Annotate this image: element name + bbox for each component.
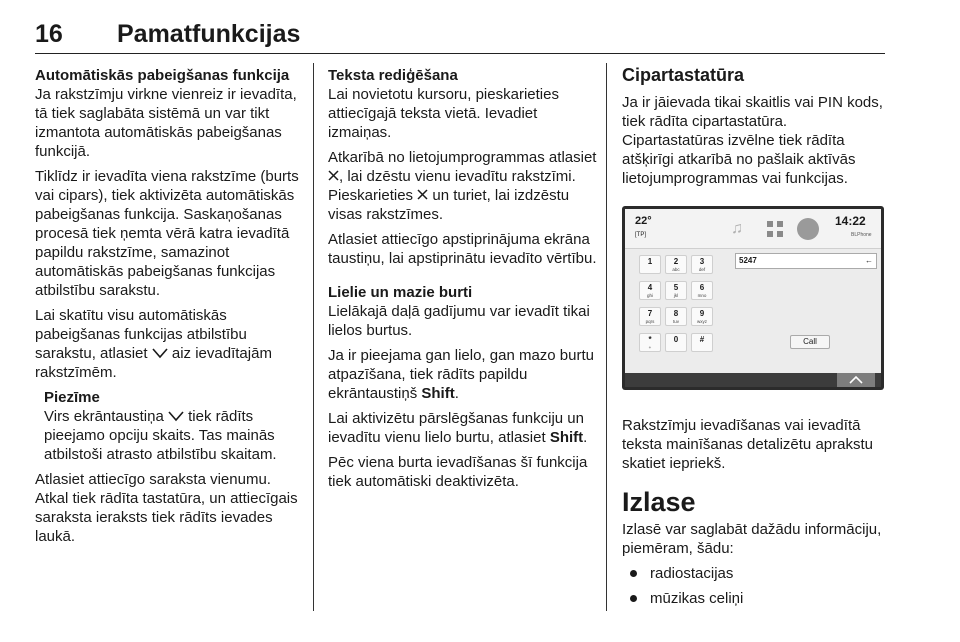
paragraph: Ja ir jāievada tikai skaitlis vai PIN kods, tiek rādīta cipartastatūra. Cipartastatūras izvēlne tiek rādīta atšķirīgi atkarībā no pašlaik aktīvās lietojumprogrammas vai funkcijas. <box>622 94 883 187</box>
page-header <box>35 14 885 54</box>
key-digit: 4 <box>647 283 653 292</box>
chevron-down-icon <box>152 347 168 359</box>
music-icon: ♫ <box>731 220 743 237</box>
keypad-key[interactable] <box>665 307 687 326</box>
key-digit: 6 <box>699 283 705 292</box>
infotainment-screen <box>625 209 881 387</box>
key-letters: jkl <box>673 293 679 298</box>
paragraph: Rakstzīmju ievadīšanas vai ievadītā teksta mainīšanas detalizētu aprakstu skatiet iepriekš. <box>622 417 873 472</box>
keypad-panel <box>625 249 881 373</box>
chapter-title: Pamatfunkcijas <box>117 20 301 48</box>
column-2 <box>328 66 598 497</box>
paragraph: Ja rakstzīmju virkne vienreiz ir ievadīta, tā tiek saglabāta sistēmā un var tikt izmantota automātiskās pabeigšanas funkcijā. <box>35 86 297 160</box>
key-letters: def <box>698 267 706 272</box>
keypad-key[interactable] <box>639 307 661 326</box>
key-letters: mno <box>697 293 707 298</box>
keypad-key[interactable] <box>691 281 713 300</box>
section-heading-text-editing: Teksta rediģēšana <box>328 67 458 84</box>
keypad-key[interactable] <box>665 281 687 300</box>
note-box <box>44 388 300 464</box>
section-heading-keypad: Cipartastatūra <box>622 65 745 85</box>
key-digit: * <box>648 335 652 344</box>
paragraph: Lai aktivizētu pārslēgšanas funkciju un ievadītu vienu lielo burtu, atlasiet Shift. <box>328 410 588 446</box>
keypad-key[interactable] <box>639 281 661 300</box>
key-digit: 9 <box>699 309 705 318</box>
list-item: radiostacijas <box>622 564 884 583</box>
note-title: Piezīme <box>44 389 100 406</box>
key-letters: tuv <box>672 319 679 324</box>
key-digit: 7 <box>647 309 653 318</box>
key-letters: ghi <box>646 293 653 298</box>
temperature-readout: 22° <box>635 215 652 227</box>
key-digit: 5 <box>673 283 679 292</box>
chevron-down-icon <box>168 410 184 422</box>
keypad-key[interactable] <box>639 333 661 352</box>
paragraph: Pēc viena burta ievadīšanas šī funkcija tiek automātiski deaktivizēta. <box>328 454 588 490</box>
call-button[interactable]: Call <box>790 335 830 349</box>
key-digit: 1 <box>647 257 653 266</box>
key-digit: # <box>699 335 705 344</box>
tp-indicator: [TP] <box>635 232 647 238</box>
list-item: mūzikas celiņi <box>622 589 884 608</box>
clock: 14:22 <box>835 214 866 228</box>
keypad-key[interactable] <box>639 255 661 274</box>
section-heading-autocomplete: Automātiskās pabeigšanas funkcija <box>35 67 290 84</box>
paragraph: Lielākajā daļā gadījumu var ievadīt tikai lielos burtus. <box>328 303 590 339</box>
status-bar <box>625 209 881 249</box>
backspace-icon[interactable]: ← <box>865 256 873 265</box>
keypad-key[interactable] <box>691 333 713 352</box>
section-heading-case: Lielie un mazie burti <box>328 284 473 301</box>
keypad-screenshot <box>622 206 884 390</box>
menu-grid-icon <box>765 219 785 239</box>
numeric-keypad <box>629 253 729 367</box>
paragraph: Tiklīdz ir ievadīta viena rakstzīme (burts vai cipars), tiek aktivizēta automātiskās pabeigšanas funkcija. Saskaņošanas procesā tiek ņemta vērā katra ievadītā papildu rakstzīme, samazinot automātiskās pabeigšanas funkcijas atbilstību sarakstu. <box>35 168 299 299</box>
close-icon <box>417 189 428 200</box>
phone-name: BLPhone <box>851 232 872 238</box>
paragraph: Ja ir pieejama gan lielo, gan mazo burtu atpazīšana, tiek rādīts papildu ekrāntaustiņš Shift. <box>328 347 594 402</box>
note-text: Virs ekrāntaustiņa tiek rādīts pieejamo opciju skaits. Tas mainās atbilstoši atrasto atbilstību skaitam. <box>44 408 277 463</box>
page-number: 16 <box>35 20 63 48</box>
section-title-favourites: Izlase <box>622 487 696 517</box>
key-digit: 8 <box>673 309 679 318</box>
column-divider <box>606 63 607 611</box>
number-entry-field[interactable]: 5247 ← <box>735 253 877 269</box>
chevron-up-icon[interactable] <box>837 373 875 387</box>
column-3 <box>622 66 884 608</box>
keypad-key[interactable] <box>665 333 687 352</box>
key-letters: abc <box>672 267 680 272</box>
paragraph: Atlasiet attiecīgo saraksta vienumu. Atkal tiek rādīta tastatūra, un attiecīgais saraksta ieraksts tiek rādīts ievades laukā. <box>35 471 298 545</box>
paragraph: Izlasē var saglabāt dažādu informāciju, piemēram, šādu: <box>622 521 882 557</box>
paragraph: Lai novietotu kursoru, pieskarieties attiecīgajā teksta vietā. Ievadiet izmaiņas. <box>328 86 559 141</box>
paragraph: Atkarībā no lietojumprogrammas atlasiet , lai dzēstu vienu ievadītu rakstzīmi. Pieskarieties un turiet, lai izdzēstu visas rakstzīmes. <box>328 149 597 223</box>
paragraph: Atlasiet attiecīgo apstiprinājuma ekrāna taustiņu, lai apstiprinātu ievadīto vērtību. <box>328 231 597 267</box>
key-letters: pqrs <box>645 319 655 324</box>
paragraph: Lai skatītu visu automātiskās pabeigšanas funkcijas atbilstību sarakstu, atlasiet aiz ievadītajām rakstzīmēm. <box>35 307 272 381</box>
key-letters: + <box>648 345 652 350</box>
column-1 <box>35 66 300 552</box>
column-divider <box>313 63 314 611</box>
key-digit: 0 <box>673 335 679 344</box>
keypad-key[interactable] <box>691 255 713 274</box>
keypad-key[interactable] <box>665 255 687 274</box>
key-digit: 2 <box>673 257 679 266</box>
info-icon <box>797 218 819 240</box>
close-icon <box>328 170 339 181</box>
keypad-key[interactable] <box>691 307 713 326</box>
key-letters: wxyz <box>697 319 707 324</box>
bottom-bar <box>625 373 881 387</box>
key-digit: 3 <box>699 257 705 266</box>
